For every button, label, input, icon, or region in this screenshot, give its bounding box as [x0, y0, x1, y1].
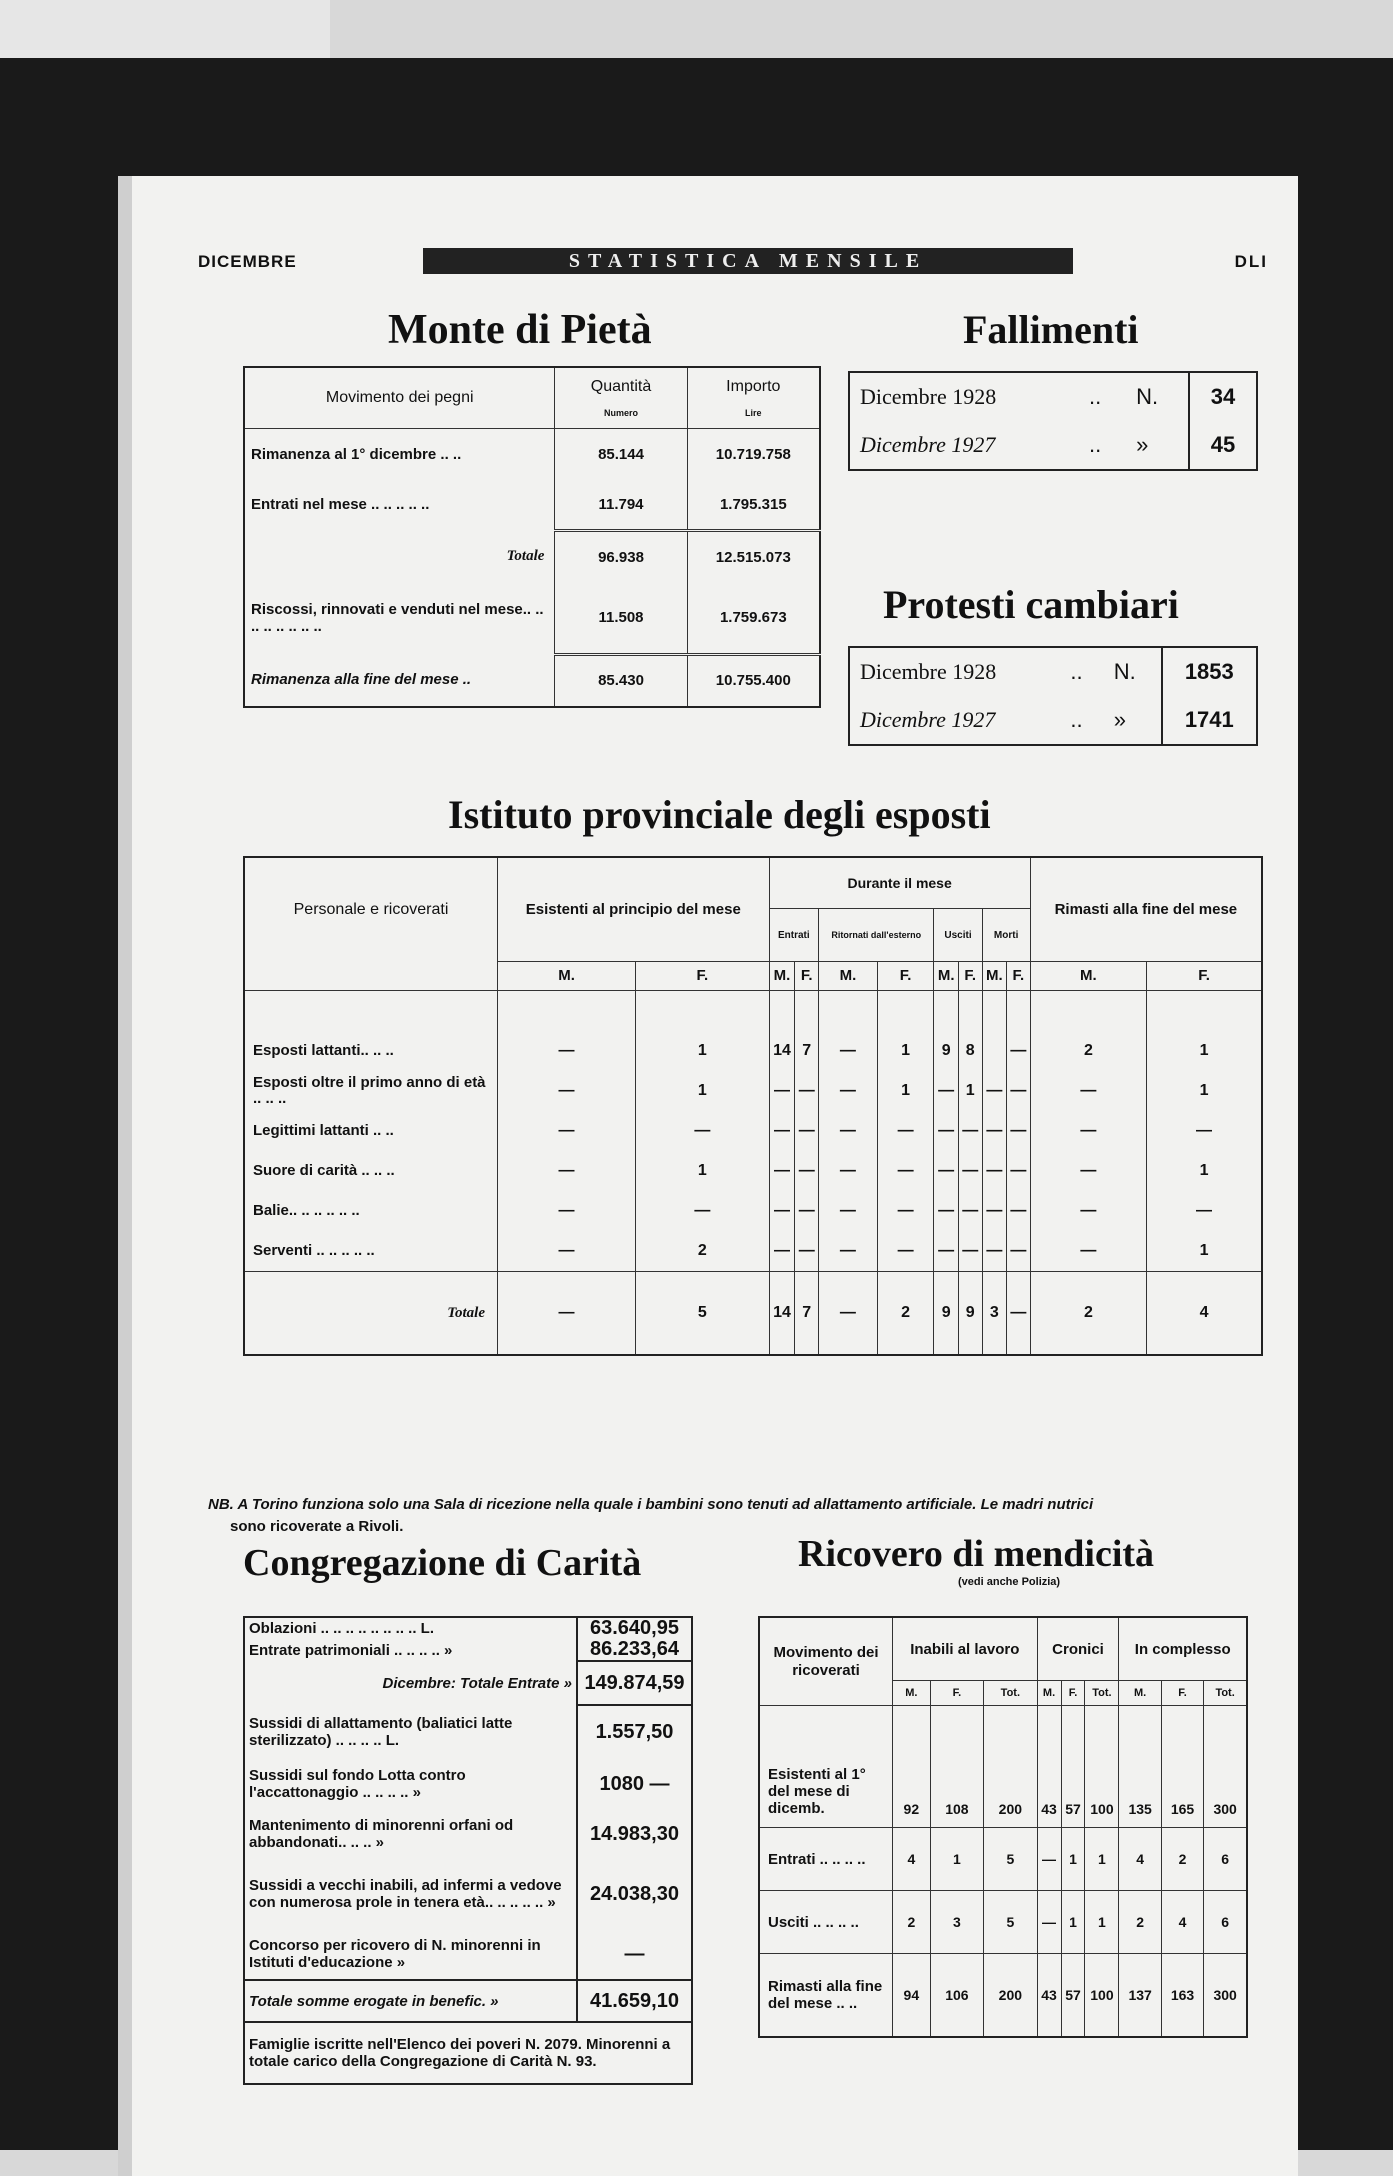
table-row: [759, 1891, 1247, 1954]
monte-total-label: Totale: [506, 547, 545, 564]
ricovero-cell: 5: [984, 1828, 1037, 1891]
monte-col-amount-unit: Lire: [745, 408, 762, 418]
monte-row-qty: 11.794: [555, 479, 687, 531]
monte-table: [243, 366, 821, 708]
monte-row-qty: 85.144: [555, 429, 687, 480]
ricovero-cell: 2: [1161, 1828, 1203, 1891]
esposti-cell: 1: [636, 1151, 769, 1191]
note-line-2: sono ricoverate a Rivoli.: [230, 1518, 404, 1535]
esposti-cell: —: [769, 1231, 795, 1272]
esposti-cell: —: [1030, 1071, 1146, 1111]
ricovero-cell: 165: [1161, 1706, 1203, 1828]
esposti-cell: 14: [769, 1031, 795, 1071]
congregazione-row-amount: —: [577, 1929, 692, 1980]
esposti-cell: —: [795, 1151, 819, 1191]
table-row: [759, 1954, 1247, 2038]
esposti-row-label: Esposti oltre il primo anno di età .. .. ..: [244, 1071, 498, 1111]
ricovero-cell: 6: [1204, 1891, 1247, 1954]
ricovero-cell: 200: [984, 1706, 1037, 1828]
esposti-mf-spacer: [244, 962, 498, 991]
esposti-f-label: F.: [1147, 962, 1262, 991]
esposti-cell: —: [1007, 1151, 1031, 1191]
esposti-f-label: F.: [877, 962, 934, 991]
esposti-cell: 1: [877, 1071, 934, 1111]
ricovero-cell: —: [1037, 1828, 1061, 1891]
esposti-header-row-1: [244, 857, 1262, 909]
esposti-cell: —: [769, 1111, 795, 1151]
ricovero-m-label: M.: [893, 1681, 931, 1706]
esposti-cell: —: [934, 1071, 958, 1111]
ricovero-cell: 100: [1085, 1954, 1119, 2038]
esposti-col-morti: Morti: [982, 909, 1030, 962]
esposti-cell: 3: [982, 1271, 1006, 1355]
esposti-cell: —: [1147, 1111, 1262, 1151]
ricovero-title: Ricovero di mendicità: [798, 1533, 1155, 1575]
monte-row-amount: 10.755.400: [687, 654, 820, 707]
ricovero-cell: 2: [893, 1891, 931, 1954]
congregazione-row-amount: 24.038,30: [577, 1859, 692, 1929]
esposti-cell: —: [877, 1111, 934, 1151]
esposti-cell: 7: [795, 1031, 819, 1071]
congregazione-row-label: Totale somme erogate in benefic. »: [244, 1980, 577, 2022]
esposti-row-label: Legittimi lattanti .. ..: [244, 1111, 498, 1151]
ricovero-cell: 43: [1037, 1706, 1061, 1828]
table-row: [244, 2022, 692, 2084]
esposti-cell: —: [1007, 1111, 1031, 1151]
ricovero-row-label: Esistenti al 1° del mese di dicemb.: [759, 1706, 893, 1828]
monte-row-qty: 85.430: [555, 654, 687, 707]
fallimenti-row-value: 34: [1189, 372, 1257, 421]
ricovero-cell: 4: [1161, 1891, 1203, 1954]
table-row: [244, 1031, 1262, 1071]
ricovero-cell: 57: [1061, 1706, 1085, 1828]
esposti-cell: 1: [636, 1031, 769, 1071]
ricovero-m-label: M.: [1119, 1681, 1161, 1706]
monte-row-amount: 1.795.315: [687, 479, 820, 531]
fallimenti-row-dots: ..: [1088, 384, 1102, 409]
congregazione-row-amount: 149.874,59: [577, 1661, 692, 1705]
esposti-table: [243, 856, 1263, 1356]
monte-row-label: Entrati nel mese .. .. .. .. ..: [251, 496, 430, 514]
ricovero-cell: 200: [984, 1954, 1037, 2038]
esposti-row-label: Balie.. .. .. .. .. ..: [244, 1191, 498, 1231]
table-row: [244, 1809, 692, 1859]
esposti-row-label: Suore di carità .. .. ..: [244, 1151, 498, 1191]
ricovero-header-row: [759, 1617, 1247, 1681]
esposti-f-label: F.: [795, 962, 819, 991]
esposti-cell: —: [934, 1191, 958, 1231]
esposti-cell: —: [982, 1231, 1006, 1272]
congregazione-row-label: Sussidi sul fondo Lotta contro l'accattonaggio .. .. .. .. »: [249, 1767, 466, 1801]
note-line-1: NB. A Torino funziona solo una Sala di ricezione nella quale i bambini sono tenuti ad allattamento artificiale. Le madri nutrici: [208, 1496, 1094, 1513]
esposti-cell: —: [1007, 1231, 1031, 1272]
esposti-cell: 2: [877, 1271, 934, 1355]
congregazione-row-label: Sussidi a vecchi inabili, ad infermi a vedove con numerosa prole in tenera età.. .. .. .. .. »: [249, 1877, 562, 1911]
monte-row-amount: 12.515.073: [687, 531, 820, 583]
esposti-total-label: Totale: [244, 1271, 498, 1355]
ricovero-cell: 4: [1119, 1828, 1161, 1891]
esposti-f-label: F.: [958, 962, 982, 991]
esposti-cell: 1: [1147, 1031, 1262, 1071]
scan-frame: [0, 58, 1393, 2150]
protesti-row-label: Dicembre 1928: [860, 659, 997, 684]
esposti-m-label: M.: [1030, 962, 1146, 991]
esposti-cell: —: [636, 1111, 769, 1151]
ricovero-cell: 108: [930, 1706, 983, 1828]
esposti-col-personale: Personale e ricoverati: [244, 857, 498, 962]
ricovero-cell: 106: [930, 1954, 983, 2038]
table-row: [244, 1151, 1262, 1191]
protesti-row-unit: »: [1113, 707, 1127, 732]
monte-col-amount: [687, 367, 820, 429]
ricovero-cell: 2: [1119, 1891, 1161, 1954]
esposti-m-label: M.: [819, 962, 878, 991]
congregazione-row-amount: 63.640,95: [577, 1617, 692, 1639]
esposti-cell: 2: [1030, 1271, 1146, 1355]
esposti-cell: —: [795, 1191, 819, 1231]
esposti-cell: —: [819, 1151, 878, 1191]
monte-row-label: Rimanenza alla fine del mese ..: [251, 671, 472, 689]
esposti-cell: —: [498, 1111, 636, 1151]
table-row: [244, 479, 820, 531]
esposti-cell: —: [1007, 1071, 1031, 1111]
table-row: [849, 647, 1257, 696]
ricovero-cell: 6: [1204, 1828, 1247, 1891]
esposti-m-label: M.: [769, 962, 795, 991]
esposti-cell: —: [982, 1071, 1006, 1111]
ricovero-cell: 1: [1085, 1828, 1119, 1891]
esposti-cell: —: [819, 1231, 878, 1272]
table-row: [849, 421, 1257, 470]
monte-col-movement: Movimento dei pegni: [244, 367, 555, 429]
protesti-table: [848, 646, 1258, 746]
esposti-cell: 14: [769, 1271, 795, 1355]
protesti-row-dots: ..: [1070, 659, 1083, 684]
table-row: [244, 1980, 692, 2022]
table-row: [244, 1705, 692, 1759]
ricovero-row-label: Rimasti alla fine del mese .. ..: [759, 1954, 893, 2038]
monte-row-amount: 1.759.673: [687, 582, 820, 654]
ricovero-table: [758, 1616, 1248, 2038]
esposti-cell: —: [498, 1231, 636, 1272]
congregazione-row-label: Mantenimento di minorenni orfani od abbandonati.. .. .. »: [249, 1817, 514, 1851]
table-row: [759, 1828, 1247, 1891]
esposti-cell: 1: [958, 1071, 982, 1111]
congregazione-row-label: Concorso per ricovero di N. minorenni in Istituti d'educazione »: [249, 1937, 541, 1971]
table-row: [244, 1617, 692, 1639]
protesti-row-dots: ..: [1070, 707, 1083, 732]
esposti-cell: 9: [958, 1271, 982, 1355]
document-page: [118, 176, 1298, 2176]
congregazione-title: Congregazione di Carità: [243, 1542, 642, 1584]
table-row: [244, 531, 820, 583]
monte-row-label: Rimanenza al 1° dicembre .. ..: [251, 445, 462, 463]
esposti-cell: —: [819, 1191, 878, 1231]
table-row: [244, 1929, 692, 1980]
congregazione-table: [243, 1616, 693, 2085]
congregazione-row-amount: 86.233,64: [577, 1639, 692, 1661]
ricovero-cell: 92: [893, 1706, 931, 1828]
esposti-cell: —: [498, 1271, 636, 1355]
esposti-cell: —: [1030, 1231, 1146, 1272]
protesti-row-unit: N.: [1113, 659, 1136, 684]
esposti-cell: 2: [636, 1231, 769, 1272]
congregazione-row-label: Dicembre: Totale Entrate »: [382, 1674, 572, 1692]
esposti-cell: 1: [1147, 1071, 1262, 1111]
ricovero-t-label: Tot.: [1085, 1681, 1119, 1706]
esposti-cell: —: [958, 1191, 982, 1231]
ricovero-m-label: M.: [1037, 1681, 1061, 1706]
esposti-cell: —: [1030, 1191, 1146, 1231]
table-row: [244, 1191, 1262, 1231]
fallimenti-row-unit: »: [1136, 432, 1149, 457]
monte-title: Monte di Pietà: [388, 307, 652, 353]
esposti-cell: —: [498, 1191, 636, 1231]
esposti-cell: —: [819, 1271, 878, 1355]
esposti-cell: —: [795, 1231, 819, 1272]
congregazione-row-amount: 1080 —: [577, 1759, 692, 1809]
esposti-cell: —: [795, 1111, 819, 1151]
header-page-number: DLI: [1234, 252, 1268, 271]
monte-col-qty-unit: Numero: [604, 408, 639, 418]
esposti-cell: —: [636, 1191, 769, 1231]
monte-row-qty: 11.508: [555, 582, 687, 654]
esposti-col-durante: Durante il mese: [769, 857, 1030, 909]
esposti-cell: —: [934, 1231, 958, 1272]
esposti-col-esistenti: Esistenti al principio del mese: [498, 857, 770, 962]
table-row: [244, 1859, 692, 1929]
ricovero-cell: 43: [1037, 1954, 1061, 2038]
esposti-cell: —: [819, 1111, 878, 1151]
ricovero-cell: 5: [984, 1891, 1037, 1954]
ricovero-t-label: Tot.: [1204, 1681, 1247, 1706]
table-row: [244, 582, 820, 654]
ricovero-row-label: Usciti .. .. .. ..: [759, 1891, 893, 1954]
monte-col-qty: [555, 367, 687, 429]
esposti-cell: —: [877, 1231, 934, 1272]
ricovero-f-label: F.: [1061, 1681, 1085, 1706]
ricovero-row-label: Entrati .. .. .. ..: [759, 1828, 893, 1891]
congregazione-row-label: Oblazioni .. .. .. .. .. .. .. .. L.: [249, 1620, 435, 1637]
fallimenti-row-value: 45: [1189, 421, 1257, 470]
ricovero-cell: 100: [1085, 1706, 1119, 1828]
header-month: DICEMBRE: [198, 252, 297, 271]
ricovero-cell: 3: [930, 1891, 983, 1954]
esposti-title: Istituto provinciale degli esposti: [448, 792, 991, 837]
esposti-cell: 1: [1147, 1231, 1262, 1272]
ricovero-cell: 57: [1061, 1954, 1085, 2038]
esposti-total-row: [244, 1271, 1262, 1355]
table-row: [244, 429, 820, 480]
ricovero-cell: 1: [930, 1828, 983, 1891]
fallimenti-row-unit: N.: [1136, 384, 1159, 409]
ricovero-cell: 300: [1204, 1706, 1247, 1828]
table-row: [244, 1111, 1262, 1151]
monte-row-qty: 96.938: [555, 531, 687, 583]
table-row: [244, 1231, 1262, 1272]
monte-col-amount-label: Importo: [726, 378, 781, 395]
table-row: [849, 696, 1257, 745]
fallimenti-table: [848, 371, 1258, 471]
fallimenti-title: Fallimenti: [963, 307, 1139, 352]
protesti-row-value: 1741: [1162, 696, 1257, 745]
esposti-cell: —: [769, 1071, 795, 1111]
esposti-col-entrati: Entrati: [769, 909, 819, 962]
esposti-cell: —: [819, 1071, 878, 1111]
congregazione-footer: Famiglie iscritte nell'Elenco dei poveri N. 2079. Minorenni a totale carico della Congregazione di Carità N. 93.: [244, 2022, 692, 2084]
esposti-cell: —: [982, 1191, 1006, 1231]
esposti-cell: —: [1147, 1191, 1262, 1231]
esposti-cell: —: [958, 1231, 982, 1272]
ricovero-cell: 163: [1161, 1954, 1203, 2038]
esposti-col-usciti: Usciti: [934, 909, 982, 962]
table-row: [849, 372, 1257, 421]
esposti-cell: 8: [958, 1031, 982, 1071]
ricovero-col-movimento: Movimento dei ricoverati: [759, 1617, 893, 1706]
protesti-row-value: 1853: [1162, 647, 1257, 696]
esposti-m-label: M.: [982, 962, 1006, 991]
table-row: [244, 1071, 1262, 1111]
esposti-mf-row: [244, 962, 1262, 991]
esposti-cell: —: [877, 1191, 934, 1231]
esposti-cell: —: [769, 1151, 795, 1191]
page-shadow: [118, 176, 132, 2176]
esposti-row-label: Esposti lattanti.. .. ..: [244, 1031, 498, 1071]
ricovero-subtitle: (vedi anche Polizia): [958, 1576, 1061, 1588]
esposti-cell: —: [1030, 1111, 1146, 1151]
congregazione-row-amount: 41.659,10: [577, 1980, 692, 2022]
esposti-col-rimasti: Rimasti alla fine del mese: [1030, 857, 1262, 962]
esposti-cell: 1: [636, 1071, 769, 1111]
ricovero-f-label: F.: [1161, 1681, 1203, 1706]
esposti-cell: —: [498, 1031, 636, 1071]
protesti-title: Protesti cambiari: [883, 582, 1179, 627]
fallimenti-row-label: Dicembre 1928: [860, 384, 997, 409]
ricovero-cell: 135: [1119, 1706, 1161, 1828]
ricovero-cell: 137: [1119, 1954, 1161, 2038]
ricovero-col-cronici: Cronici: [1037, 1617, 1119, 1681]
esposti-cell: 5: [636, 1271, 769, 1355]
monte-col-qty-label: Quantità: [590, 378, 652, 395]
esposti-row-label: Serventi .. .. .. .. ..: [244, 1231, 498, 1272]
esposti-m-label: M.: [498, 962, 636, 991]
esposti-cell: —: [1007, 1031, 1031, 1071]
esposti-cell: —: [982, 1151, 1006, 1191]
esposti-cell: 9: [934, 1271, 958, 1355]
header-banner: STATISTICA MENSILE: [423, 248, 1073, 274]
congregazione-row-amount: 1.557,50: [577, 1705, 692, 1759]
monte-row-label: Riscossi, rinnovati e venduti nel mese.. .. .. .. .. .. .. ..: [251, 601, 544, 635]
ricovero-cell: —: [1037, 1891, 1061, 1954]
esposti-f-label: F.: [1007, 962, 1031, 991]
ricovero-col-complesso: In complesso: [1119, 1617, 1247, 1681]
ricovero-cell: 1: [1061, 1828, 1085, 1891]
esposti-spacer-row: [244, 990, 1262, 1031]
fallimenti-row-label: Dicembre 1927: [860, 432, 996, 457]
esposti-cell: —: [1030, 1151, 1146, 1191]
monte-header-row: [244, 367, 820, 429]
esposti-cell: —: [958, 1151, 982, 1191]
table-row: [244, 1661, 692, 1705]
table-row: [244, 654, 820, 707]
protesti-row-label: Dicembre 1927: [860, 707, 996, 732]
esposti-f-label: F.: [636, 962, 769, 991]
esposti-cell: —: [1007, 1271, 1031, 1355]
ricovero-col-inabili: Inabili al lavoro: [893, 1617, 1038, 1681]
ricovero-cell: 300: [1204, 1954, 1247, 2038]
esposti-cell: —: [498, 1071, 636, 1111]
table-row: [244, 1639, 692, 1661]
esposti-cell: —: [498, 1151, 636, 1191]
ricovero-cell: 1: [1085, 1891, 1119, 1954]
fallimenti-row-dots: ..: [1088, 432, 1102, 457]
esposti-cell: —: [819, 1031, 878, 1071]
table-row: [244, 1759, 692, 1809]
congregazione-row-label: Entrate patrimoniali .. .. .. .. »: [249, 1641, 453, 1659]
esposti-cell: 4: [1147, 1271, 1262, 1355]
esposti-cell: —: [934, 1111, 958, 1151]
esposti-cell: 1: [877, 1031, 934, 1071]
table-row: [759, 1706, 1247, 1828]
esposti-cell: 2: [1030, 1031, 1146, 1071]
ricovero-cell: 1: [1061, 1891, 1085, 1954]
esposti-cell: —: [769, 1191, 795, 1231]
esposti-cell: 1: [1147, 1151, 1262, 1191]
esposti-cell: —: [958, 1111, 982, 1151]
esposti-cell: [982, 1031, 1006, 1071]
esposti-cell: 9: [934, 1031, 958, 1071]
monte-row-amount: 10.719.758: [687, 429, 820, 480]
ricovero-t-label: Tot.: [984, 1681, 1037, 1706]
esposti-cell: —: [1007, 1191, 1031, 1231]
esposti-cell: —: [795, 1071, 819, 1111]
congregazione-row-amount: 14.983,30: [577, 1809, 692, 1859]
congregazione-row-label: Sussidi di allattamento (baliatici latte sterilizzato) .. .. .. .. L.: [249, 1715, 513, 1749]
ricovero-f-label: F.: [930, 1681, 983, 1706]
esposti-cell: 7: [795, 1271, 819, 1355]
esposti-col-ritornati: Ritornati dall'esterno: [819, 909, 934, 962]
esposti-cell: —: [934, 1151, 958, 1191]
esposti-cell: —: [982, 1111, 1006, 1151]
ricovero-cell: 94: [893, 1954, 931, 2038]
esposti-m-label: M.: [934, 962, 958, 991]
esposti-cell: —: [877, 1151, 934, 1191]
ricovero-cell: 4: [893, 1828, 931, 1891]
